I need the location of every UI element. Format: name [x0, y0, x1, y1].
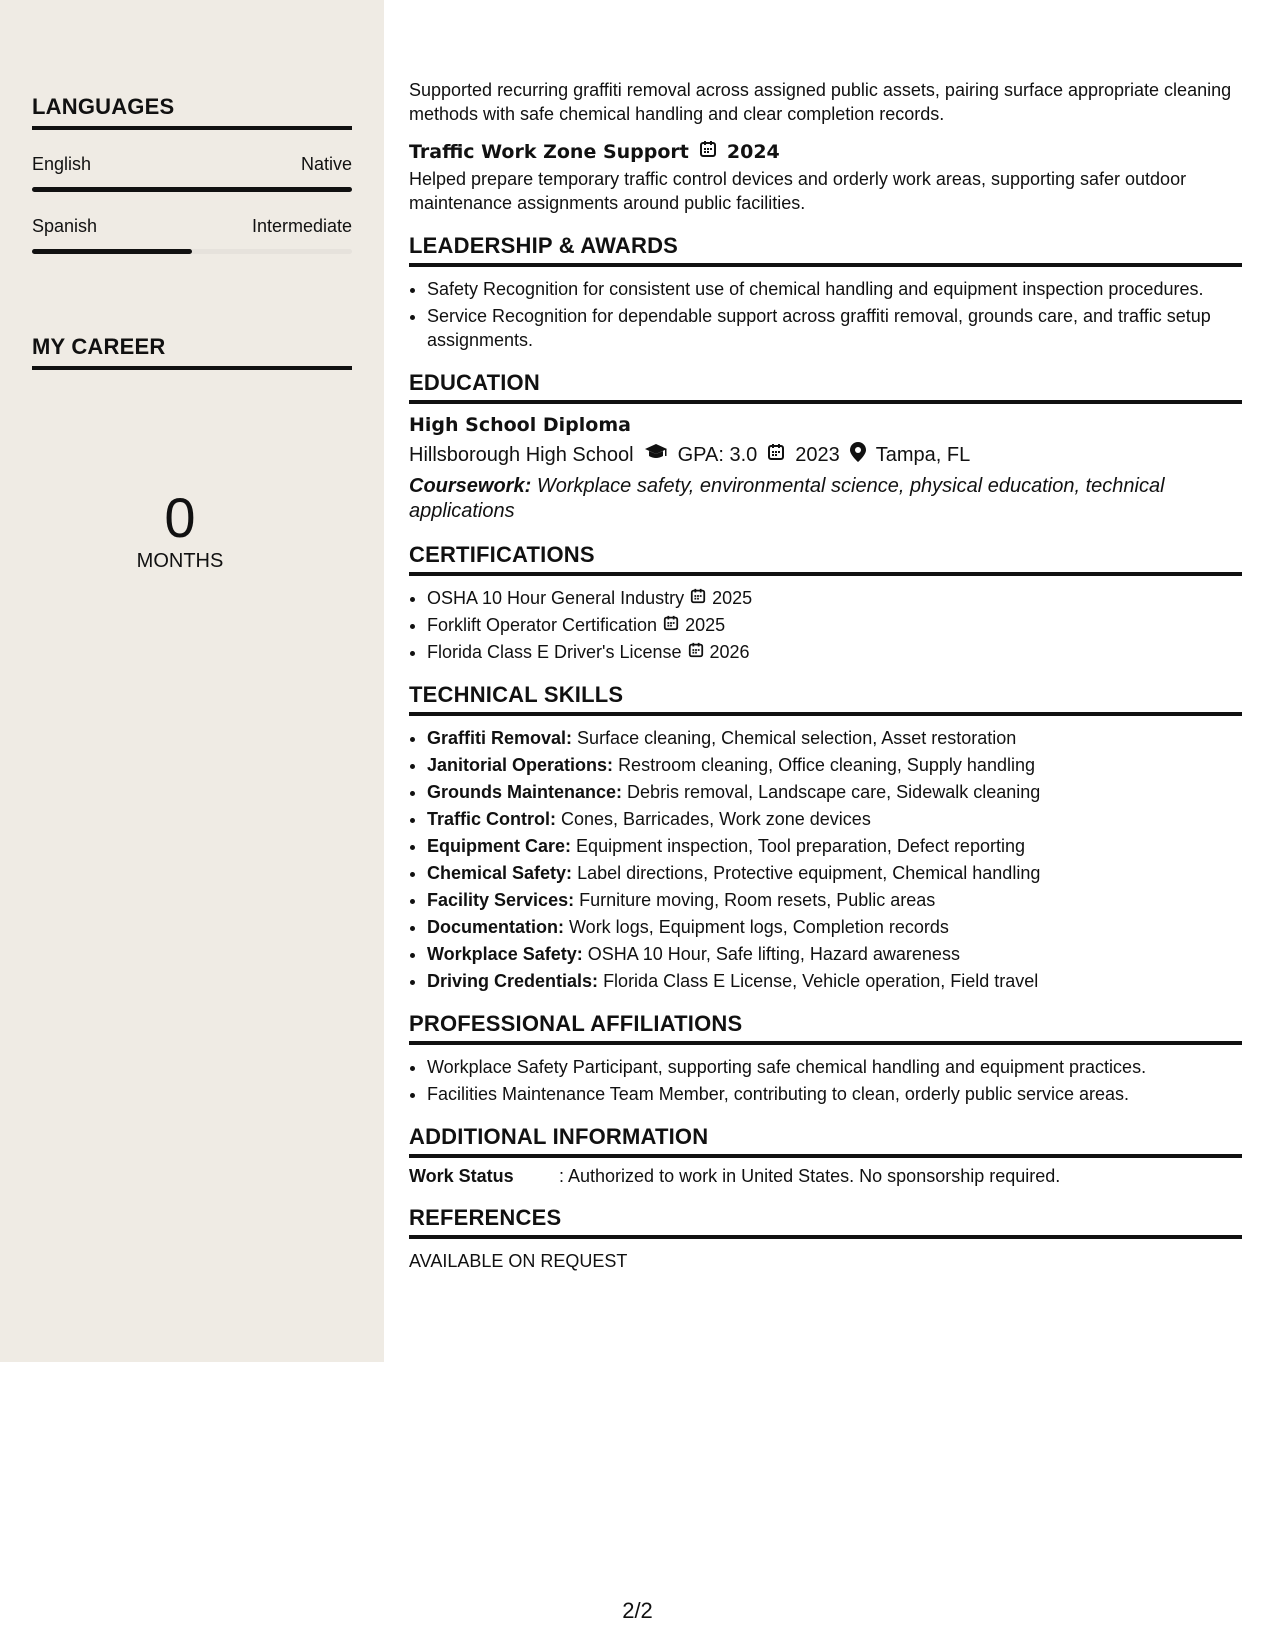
- language-proficiency-fill: [32, 249, 192, 254]
- calendar-icon: [690, 586, 706, 610]
- skill-value: Restroom cleaning, Office cleaning, Supply handling: [618, 755, 1035, 775]
- references-section: [409, 1205, 1242, 1273]
- skills-section: [409, 682, 1242, 993]
- languages-heading: LANGUAGES: [32, 94, 352, 130]
- education-school: Hillsborough High School: [409, 443, 634, 466]
- experience-description: Supported recurring graffiti removal across assigned public assets, pairing surface appropriate cleaning methods with safe chemical handling and clear completion records.: [409, 80, 1232, 124]
- education-year: 2023: [795, 443, 840, 466]
- career-heading: MY CAREER: [32, 334, 352, 370]
- skill-value: Work logs, Equipment logs, Completion records: [569, 917, 949, 937]
- work-status-value: : Authorized to work in United States. No sponsorship required.: [559, 1166, 1061, 1186]
- certifications-section: [409, 542, 1242, 664]
- additional-section: [409, 1124, 1242, 1187]
- education-section: [409, 370, 1242, 524]
- calendar-icon: [699, 140, 717, 163]
- list-item: • Workplace Safety Participant, supporting safe chemical handling and equipment practices.: [427, 1055, 1242, 1079]
- calendar-icon: [767, 443, 785, 467]
- coursework-label: Coursework:: [409, 475, 532, 497]
- affiliations-section: [409, 1011, 1242, 1106]
- career-section: [32, 334, 352, 370]
- leadership-heading: LEADERSHIP & AWARDS: [409, 233, 1242, 267]
- certification-year: 2026: [709, 642, 750, 662]
- education-details: [409, 442, 1242, 468]
- list-item: [427, 640, 1242, 664]
- coursework-text: Workplace safety, environmental science, physical education, technical applications: [409, 475, 1165, 522]
- education-gpa: GPA: 3.0: [677, 443, 758, 466]
- certification-year: 2025: [685, 615, 726, 635]
- skill-value: Debris removal, Landscape care, Sidewalk cleaning: [627, 782, 1041, 802]
- skills-heading: TECHNICAL SKILLS: [409, 682, 1242, 716]
- experience-title: Traffic Work Zone Support: [409, 140, 689, 163]
- list-item: [427, 726, 1242, 750]
- skill-label: Equipment Care:: [427, 836, 572, 856]
- skill-label: Janitorial Operations:: [427, 755, 614, 775]
- leadership-list: [409, 277, 1242, 352]
- experience-title-row: [409, 140, 1242, 163]
- career-counter: [32, 488, 328, 573]
- page-number: 2/2: [622, 1598, 653, 1623]
- languages-section: [32, 94, 352, 254]
- career-value: 0: [164, 486, 196, 549]
- list-item: [427, 834, 1242, 858]
- certification-year: 2025: [712, 588, 753, 608]
- language-item: [32, 154, 352, 192]
- list-item: [427, 753, 1242, 777]
- experience-description: Helped prepare temporary traffic control devices and orderly work areas, supporting safer outdoor maintenance assignments around public facilities.: [409, 169, 1187, 213]
- work-status-row: [409, 1166, 1242, 1187]
- skill-value: OSHA 10 Hour, Safe lifting, Hazard awareness: [587, 944, 960, 964]
- language-proficiency-fill: [32, 187, 352, 192]
- references-heading: REFERENCES: [409, 1205, 1242, 1239]
- education-location: Tampa, FL: [875, 443, 971, 466]
- list-item: • Facilities Maintenance Team Member, contributing to clean, orderly public service areas.: [427, 1082, 1242, 1106]
- skill-value: Furniture moving, Room resets, Public areas: [579, 890, 936, 910]
- certifications-heading: CERTIFICATIONS: [409, 542, 1242, 576]
- calendar-icon: [688, 640, 704, 664]
- language-proficiency-bar: [32, 187, 352, 192]
- certification-name: • Florida Class E Driver's License: [427, 642, 682, 662]
- skills-list: [409, 726, 1242, 993]
- skill-value: Label directions, Protective equipment, Chemical handling: [577, 863, 1041, 883]
- certification-name: • Forklift Operator Certification: [427, 615, 658, 635]
- experience-year: 2024: [726, 140, 780, 163]
- skill-label: Traffic Control:: [427, 809, 556, 829]
- language-level: Native: [300, 154, 352, 174]
- language-name: English: [32, 154, 92, 174]
- language-proficiency-bar: [32, 249, 352, 254]
- references-text: AVAILABLE ON REQUEST: [409, 1251, 628, 1271]
- skill-value: Florida Class E License, Vehicle operation, Field travel: [603, 971, 1039, 991]
- list-item: • Service Recognition for dependable support across graffiti removal, grounds care, and traffic setup assignments.: [427, 304, 1242, 352]
- list-item: [427, 969, 1242, 993]
- list-item: [427, 861, 1242, 885]
- list-item: [427, 807, 1242, 831]
- list-item: [427, 888, 1242, 912]
- skill-label: Workplace Safety:: [427, 944, 583, 964]
- career-unit: MONTHS: [136, 550, 224, 572]
- graduation-cap-icon: [644, 443, 668, 467]
- skill-label: Facility Services:: [427, 890, 575, 910]
- leadership-section: [409, 233, 1242, 352]
- list-item: • Safety Recognition for consistent use of chemical handling and equipment inspection procedures.: [427, 277, 1242, 301]
- skill-value: Equipment inspection, Tool preparation, Defect reporting: [576, 836, 1025, 856]
- affiliations-heading: PROFESSIONAL AFFILIATIONS: [409, 1011, 1242, 1045]
- skill-label: Driving Credentials:: [427, 971, 599, 991]
- skill-label: Grounds Maintenance:: [427, 782, 623, 802]
- skill-label: Graffiti Removal:: [427, 728, 573, 748]
- main-content: [409, 78, 1242, 1273]
- list-item: [427, 942, 1242, 966]
- skill-value: Cones, Barricades, Work zone devices: [561, 809, 871, 829]
- work-status-label: Work Status: [409, 1166, 514, 1186]
- list-item: [427, 915, 1242, 939]
- language-item: [32, 216, 352, 254]
- education-coursework: [409, 474, 1242, 524]
- certification-name: • OSHA 10 Hour General Industry: [427, 588, 685, 608]
- map-pin-icon: [850, 442, 866, 468]
- list-item: [427, 586, 1242, 610]
- education-heading: EDUCATION: [409, 370, 1242, 404]
- additional-heading: ADDITIONAL INFORMATION: [409, 1124, 1242, 1158]
- affiliations-list: [409, 1055, 1242, 1106]
- list-item: [427, 780, 1242, 804]
- sidebar: [0, 0, 384, 1362]
- list-item: [427, 613, 1242, 637]
- language-name: Spanish: [32, 216, 98, 236]
- education-degree: High School Diploma: [409, 414, 631, 436]
- language-level: Intermediate: [251, 216, 352, 236]
- skill-value: Surface cleaning, Chemical selection, Asset restoration: [577, 728, 1017, 748]
- skill-label: Chemical Safety:: [427, 863, 573, 883]
- skill-label: Documentation:: [427, 917, 564, 937]
- certifications-list: [409, 586, 1242, 664]
- calendar-icon: [663, 613, 679, 637]
